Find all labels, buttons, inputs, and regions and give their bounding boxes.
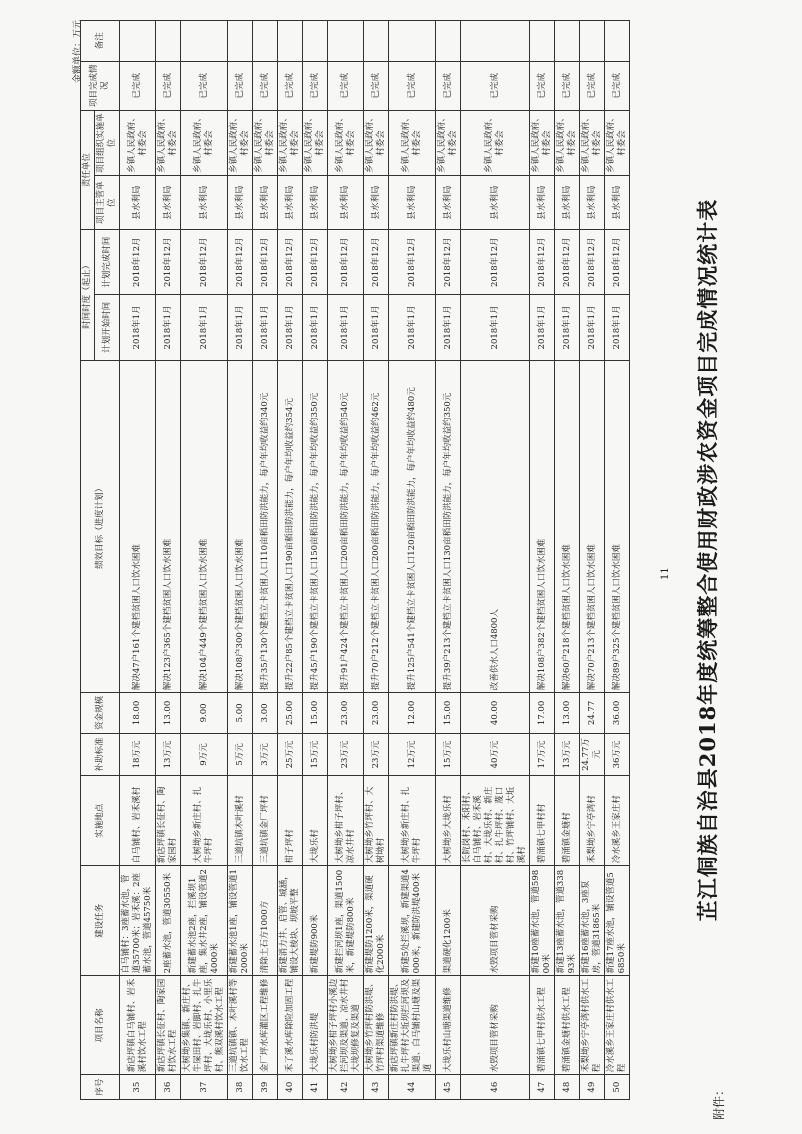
cell-task: 清除土石方1000方 [253,866,278,976]
page-number: 11 [660,567,671,580]
cell-scale: 23.00 [328,693,364,733]
cell-start: 2018年1月 [156,295,181,360]
table-row [555,21,580,1100]
cell-subsidy: 12万元 [389,733,436,776]
cell-impl: 乡镇人民政府、村委会 [364,111,389,176]
cell-no: 50 [605,1075,630,1100]
cell-no: 46 [461,1075,530,1100]
header-resp: 责任单位 [81,111,95,230]
cell-task: 新建10座蓄水池，管道59800米 [530,866,555,976]
cell-status: 已完成 [436,61,461,110]
cell-location: 大树坳乡柑子坪村、凉水井村 [328,776,364,866]
cell-start: 2018年1月 [605,295,630,360]
cell-task: 新建堤防1200米，渠道硬化2000米 [364,866,389,976]
cell-name: 大树坳乡集镇、新庄村、牛屎田村、岩脚村、扎牛坪村、大垅乐村、小里乐村、熊双溪村饮水工程 [181,976,228,1075]
cell-location: 大树坳乡新庄村、扎牛坪村 [389,776,436,866]
cell-scale: 25.00 [278,693,303,733]
cell-start: 2018年1月 [364,295,389,360]
cell-scale: 13.00 [156,693,181,733]
cell-location: 白马铺村、岩禾溪村 [120,776,156,866]
cell-dept: 县水利局 [364,176,389,230]
cell-no: 45 [436,1075,461,1100]
cell-scale: 18.00 [120,693,156,733]
cell-name: 大垅乐村防洪堤 [303,976,328,1075]
cell-target: 提升45户190个建档立卡贫困人口150亩稻田防洪能力，每户年均收益约350元 [303,360,328,693]
cell-scale: 36.00 [605,693,630,733]
cell-no: 49 [580,1075,605,1100]
cell-impl: 乡镇人民政府、村委会 [278,111,303,176]
cell-remark [328,21,364,62]
cell-remark [461,21,530,62]
cell-name: 禾梨坳乡宁亭湾村供水工程 [580,976,605,1075]
table-row [303,21,328,1100]
cell-name: 碧涌镇七甲村供水工程 [530,976,555,1075]
cell-end: 2018年12月 [364,230,389,295]
cell-target: 解决89户325个建档贫困人口饮水困难 [605,360,630,693]
cell-dept: 县水利局 [461,176,530,230]
cell-no: 41 [303,1075,328,1100]
cell-target: 提升35户130个建档立卡贫困人口110亩稻田防洪能力，每户年均收益约340元 [253,360,278,693]
cell-no: 48 [555,1075,580,1100]
header-scale: 资金规模 [81,693,120,733]
cell-scale: 3.00 [253,693,278,733]
cell-dept: 县水利局 [278,176,303,230]
cell-task: 新建5处拦溪坝，新建渠道4000米，新建防洪堤400米 [389,866,436,976]
cell-subsidy: 24.77万元 [580,733,605,776]
cell-target: 解决47户161个建档贫困人口饮水困难 [120,360,156,693]
cell-task: 新建蓄水池2座，拦溪坝1座，集水井2座，铺设管道24000米 [181,866,228,976]
table-row [461,21,530,1100]
cell-status: 已完成 [605,61,630,110]
header-no: 序号 [81,1075,120,1100]
cell-remark [530,21,555,62]
cell-location: 三道坑镇木叶溪村 [228,776,253,866]
cell-start: 2018年1月 [580,295,605,360]
header-target: 绩效目标（进度计划） [81,360,120,693]
cell-status: 已完成 [580,61,605,110]
cell-status: 已完成 [228,61,253,110]
cell-impl: 乡镇人民政府、村委会 [328,111,364,176]
cell-status: 已完成 [181,61,228,110]
table-row [253,21,278,1100]
cell-end: 2018年12月 [228,230,253,295]
cell-name: 禾了溪水库除险加固工程 [278,976,303,1075]
cell-status: 已完成 [253,61,278,110]
cell-location: 柑子坪村 [278,776,303,866]
header-subsidy: 补助标准 [81,733,120,776]
cell-subsidy: 13万元 [156,733,181,776]
cell-task: 新建堤防900米 [303,866,328,976]
cell-impl: 乡镇人民政府、村委会 [181,111,228,176]
cell-status: 已完成 [120,61,156,110]
cell-start: 2018年1月 [253,295,278,360]
cell-target: 提升91户424个建档立卡贫困人口200亩稻田防洪能力，每户年均收益约540元 [328,360,364,693]
cell-scale: 5.00 [228,693,253,733]
cell-name: 大树坳乡竹坪村防洪堤、竹坪村渠道维修 [364,976,389,1075]
cell-dept: 县水利局 [580,176,605,230]
cell-scale: 9.00 [181,693,228,733]
cell-task: 白马铺村：3座蓄水池，管道35700米；岩禾溪：2座蓄水池，管道45750米 [120,866,156,976]
cell-remark [228,21,253,62]
cell-target: 改善供水人口4800人 [461,360,530,693]
cell-subsidy: 13万元 [555,733,580,776]
table-row [436,21,461,1100]
table-row [328,21,364,1100]
cell-dept: 县水利局 [120,176,156,230]
cell-subsidy: 25万元 [278,733,303,776]
cell-no: 38 [228,1075,253,1100]
header-task: 建设任务 [81,866,120,976]
cell-location: 碧涌镇金塘村 [555,776,580,866]
cell-no: 44 [389,1075,436,1100]
cell-no: 40 [278,1075,303,1100]
cell-end: 2018年12月 [389,230,436,295]
cell-name: 碧涌镇金塘村供水工程 [555,976,580,1075]
cell-location: 冷水溪乡王家庄村 [605,776,630,866]
cell-end: 2018年12月 [303,230,328,295]
cell-scale: 12.00 [389,693,436,733]
cell-start: 2018年1月 [555,295,580,360]
cell-no: 43 [364,1075,389,1100]
cell-impl: 乡镇人民政府、村委会 [389,111,436,176]
cell-target: 解决123户365个建档贫困人口饮水困难 [156,360,181,693]
cell-impl: 乡镇人民政府、村委会 [605,111,630,176]
header-end: 计划完成时间 [95,230,120,295]
cell-name: 冷水溪乡王家庄村供水工程 [605,976,630,1075]
cell-remark [389,21,436,62]
header-period: 时间时度（起止） [81,230,95,360]
cell-remark [580,21,605,62]
cell-status: 已完成 [303,61,328,110]
table-row [605,21,630,1100]
cell-impl: 乡镇人民政府、村委会 [156,111,181,176]
attachment-label: 附件： [712,1083,726,1120]
cell-task: 新建16座蓄水池，3座泵房，管道31865米 [580,866,605,976]
cell-no: 36 [156,1075,181,1100]
cell-dept: 县水利局 [181,176,228,230]
cell-task: 新建蓄水池1座，铺设管道12000米 [228,866,253,976]
cell-remark [181,21,228,62]
cell-end: 2018年12月 [181,230,228,295]
cell-dept: 县水利局 [328,176,364,230]
unit-label: 金额单位：万元 [73,20,83,84]
cell-location: 大垅乐村 [303,776,328,866]
cell-location: 长院岗村、禾阳村、白马铺村、岩禾溪村、大垅乐村、新庄村、扎牛坪村、蔑口村、竹坪铺村、大坵溪村 [461,776,530,866]
cell-name: 新店坪镇白马铺村、岩禾溪村饮水工程 [120,976,156,1075]
header-location: 实施地点 [81,776,120,866]
cell-name: 金厂坪水库灌区工程维修 [253,976,278,1075]
cell-target: 解决60户218个建档贫困人口饮水困难 [555,360,580,693]
cell-status: 已完成 [555,61,580,110]
cell-subsidy: 17万元 [530,733,555,776]
header-remark: 备注 [81,21,120,62]
cell-scale: 15.00 [303,693,328,733]
cell-location: 大树坳乡竹坪村、大树坳村 [364,776,389,866]
table-row [530,21,555,1100]
header-status: 项目完成情况 [81,61,120,110]
cell-dept: 县水利局 [555,176,580,230]
table-row [278,21,303,1100]
cell-subsidy: 23万元 [364,733,389,776]
cell-end: 2018年12月 [278,230,303,295]
header-impl: 项目组织实施单位 [95,111,120,176]
cell-subsidy: 18万元 [120,733,156,776]
cell-no: 47 [530,1075,555,1100]
cell-scale: 40.00 [461,693,530,733]
cell-task: 渠道硬化1200米 [436,866,461,976]
cell-dept: 县水利局 [253,176,278,230]
table-row [580,21,605,1100]
cell-status: 已完成 [530,61,555,110]
cell-name: 大垅乐村山塘渠道维修 [436,976,461,1075]
cell-start: 2018年1月 [278,295,303,360]
header-dept: 项目主管单位 [95,176,120,230]
cell-dept: 县水利局 [436,176,461,230]
cell-task: 水毁项目管材采购 [461,866,530,976]
cell-end: 2018年12月 [328,230,364,295]
cell-name: 新店坪镇新庄村防洪堤、扎牛坪村大坵坝拦河坝及渠道、白马铺村山塘及渠道 [389,976,436,1075]
cell-target: 提升125户541个建档立卡贫困人口120亩稻田防洪能力，每户年均收益约480元 [389,360,436,693]
header-row-1 [81,21,95,1100]
cell-task: 新建拦河坝1座，渠道1500米，新建堤防800米 [328,866,364,976]
cell-end: 2018年12月 [436,230,461,295]
cell-target: 解决108户300个建档贫困人口饮水困难 [228,360,253,693]
cell-name: 水毁项目管材采购 [461,976,530,1075]
cell-remark [605,21,630,62]
table-row [156,21,181,1100]
cell-location: 新店坪镇长征村、陶家园村 [156,776,181,866]
cell-status: 已完成 [328,61,364,110]
cell-subsidy: 15万元 [436,733,461,776]
cell-scale: 23.00 [364,693,389,733]
table-row [181,21,228,1100]
cell-location: 大树坳乡大垅乐村 [436,776,461,866]
cell-end: 2018年12月 [253,230,278,295]
cell-target: 解决70户213个建档贫困人口饮水困难 [580,360,605,693]
cell-subsidy: 40万元 [461,733,530,776]
cell-scale: 24.77 [580,693,605,733]
cell-target: 解决108户382个建档贫困人口饮水困难 [530,360,555,693]
cell-end: 2018年12月 [156,230,181,295]
cell-impl: 乡镇人民政府、村委会 [253,111,278,176]
cell-start: 2018年1月 [328,295,364,360]
cell-name: 三道坑镇镇、木叶溪村等饮水工程 [228,976,253,1075]
cell-target: 提升39户213个建档立卡贫困人口130亩稻田防洪能力，每户年均收益约350元 [436,360,461,693]
cell-subsidy: 5万元 [228,733,253,776]
cell-location: 禾梨坳乡宁亭湾村 [580,776,605,866]
cell-remark [120,21,156,62]
table-row [228,21,253,1100]
cell-task: 新建消力井、启管、城涵，铺设大棱块、坝坡平整 [278,866,303,976]
cell-remark [436,21,461,62]
cell-start: 2018年1月 [389,295,436,360]
cell-start: 2018年1月 [181,295,228,360]
cell-impl: 乡镇人民政府、村委会 [120,111,156,176]
cell-end: 2018年12月 [605,230,630,295]
cell-remark [253,21,278,62]
cell-task: 新建13座蓄水池，管道33893米 [555,866,580,976]
cell-name: 大树坳乡柑子坪村小溪边拦河坝及渠道、凉水井村大垅坝修复及渠道 [328,976,364,1075]
cell-dept: 县水利局 [605,176,630,230]
cell-dept: 县水利局 [530,176,555,230]
cell-target: 提升70户212个建档立卡贫困人口200亩稻田防洪能力，每户年均收益约462元 [364,360,389,693]
cell-start: 2018年1月 [120,295,156,360]
cell-impl: 乡镇人民政府、村委会 [555,111,580,176]
cell-start: 2018年1月 [461,295,530,360]
cell-start: 2018年1月 [228,295,253,360]
cell-location: 三道坑镇金厂坪村 [253,776,278,866]
cell-status: 已完成 [156,61,181,110]
cell-scale: 13.00 [555,693,580,733]
cell-target: 提升22户85个建档立卡贫困人口190亩稻田防洪能力，每户年均收益约354元 [278,360,303,693]
cell-end: 2018年12月 [461,230,530,295]
cell-status: 已完成 [389,61,436,110]
table-row [120,21,156,1100]
header-name: 项目名称 [81,976,120,1075]
cell-dept: 县水利局 [156,176,181,230]
cell-end: 2018年12月 [120,230,156,295]
cell-impl: 乡镇人民政府、村委会 [461,111,530,176]
cell-start: 2018年1月 [303,295,328,360]
cell-impl: 乡镇人民政府、村委会 [303,111,328,176]
cell-no: 37 [181,1075,228,1100]
cell-task: 新建17座水池，铺设管道56850米 [605,866,630,976]
cell-dept: 县水利局 [389,176,436,230]
cell-dept: 县水利局 [303,176,328,230]
cell-subsidy: 15万元 [303,733,328,776]
cell-end: 2018年12月 [580,230,605,295]
cell-task: 2座蓄水池，管道30550米 [156,866,181,976]
cell-impl: 乡镇人民政府、村委会 [530,111,555,176]
cell-status: 已完成 [461,61,530,110]
cell-impl: 乡镇人民政府、村委会 [580,111,605,176]
table-body [120,21,630,1100]
cell-scale: 15.00 [436,693,461,733]
cell-status: 已完成 [364,61,389,110]
cell-start: 2018年1月 [436,295,461,360]
cell-impl: 乡镇人民政府、村委会 [228,111,253,176]
cell-end: 2018年12月 [530,230,555,295]
cell-subsidy: 23万元 [328,733,364,776]
cell-status: 已完成 [278,61,303,110]
document-title: 芷江侗族自治县2018年度统筹整合使用财政涉农资金项目完成情况统计表 [695,198,720,922]
cell-start: 2018年1月 [530,295,555,360]
cell-scale: 17.00 [530,693,555,733]
rotated-table-sheet [70,20,760,1120]
cell-subsidy: 36万元 [605,733,630,776]
cell-target: 解决104户449个建档贫困人口饮水困难 [181,360,228,693]
cell-no: 42 [328,1075,364,1100]
cell-remark [364,21,389,62]
cell-end: 2018年12月 [555,230,580,295]
table-row [389,21,436,1100]
cell-location: 碧涌镇七甲村村 [530,776,555,866]
header-start: 计划开始时间 [95,295,120,360]
cell-no: 39 [253,1075,278,1100]
cell-remark [278,21,303,62]
project-table [80,20,630,1100]
cell-subsidy: 9万元 [181,733,228,776]
cell-dept: 县水利局 [228,176,253,230]
table-row [364,21,389,1100]
cell-remark [156,21,181,62]
cell-name: 新店坪镇长征村、陶家园村饮水工程 [156,976,181,1075]
cell-subsidy: 3万元 [253,733,278,776]
cell-remark [303,21,328,62]
cell-remark [555,21,580,62]
cell-no: 35 [120,1075,156,1100]
cell-location: 大树坳乡新庄村、扎牛坪村 [181,776,228,866]
cell-impl: 乡镇人民政府、村委会 [436,111,461,176]
